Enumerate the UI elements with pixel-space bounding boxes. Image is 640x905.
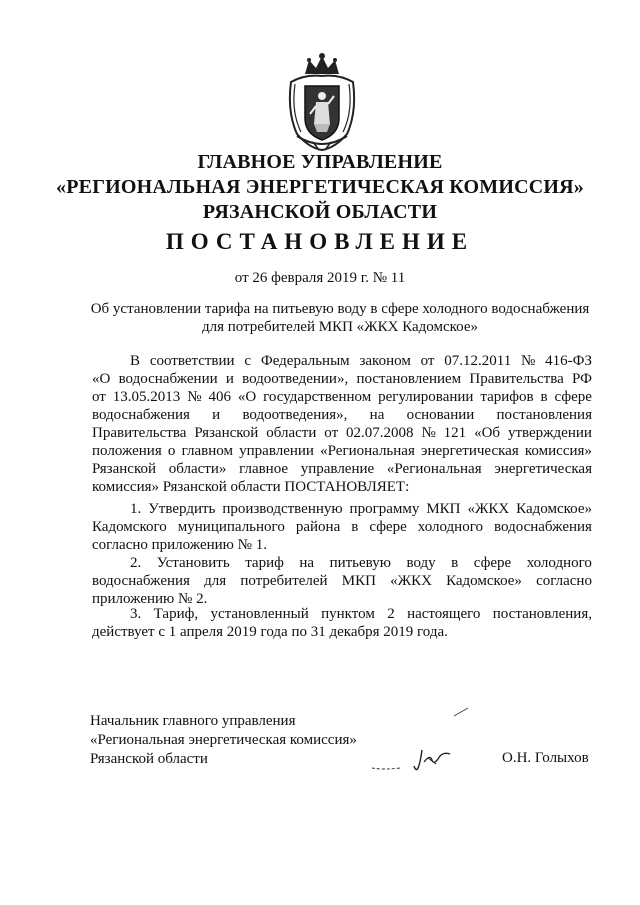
org-line-1: ГЛАВНОЕ УПРАВЛЕНИЕ	[197, 151, 443, 173]
pen-mark-icon	[452, 706, 470, 718]
document-type-title: ПОСТАНОВЛЕНИЕ	[165, 229, 475, 254]
resolution-subject	[80, 300, 600, 336]
subject-line-1: Об установлении тарифа на питьевую воду в сфере холодного водоснабжения	[90, 301, 590, 317]
item-1-paragraph	[92, 500, 592, 554]
signer-position-line-3: Рязанской области	[90, 751, 208, 767]
organization-name	[0, 150, 640, 225]
signer-name: О.Н. Голыхов	[502, 750, 589, 766]
paragraph-line: действует с 1 апреля 2019 года по 31 декабря 2019 года.	[92, 624, 448, 640]
paragraph-line: комиссия» Рязанской области ПОСТАНОВЛЯЕТ:	[92, 479, 410, 495]
subject-line-2: для потребителей МКП «ЖКХ Кадомское»	[201, 319, 479, 335]
paragraph-line: В соответствии с Федеральным законом от 07.12.2011 № 416-ФЗ	[130, 353, 592, 369]
signer-position-line-2: «Региональная энергетическая комиссия»	[90, 732, 357, 748]
signer-position	[90, 712, 357, 769]
paragraph-line: положения о главном управлении «Региональная энергетическая комиссия»	[92, 443, 592, 459]
handwritten-signature-icon	[370, 742, 460, 776]
item-2-paragraph	[92, 554, 592, 608]
paragraph-line: 2. Установить тариф на питьевую воду в сфере холодного	[130, 555, 592, 571]
paragraph-line: Рязанской области» главное управление «Региональная энергетическая	[92, 461, 592, 477]
signer-position-line-1: Начальник главного управления	[90, 713, 296, 729]
paragraph-line: «О водоснабжении и водоотведении», постановлением Правительства РФ	[92, 371, 592, 387]
paragraph-line: водоснабжения и водоотведения», на основании постановления	[92, 407, 592, 423]
paragraph-line: Кадомского муниципального района в сфере холодного водоснабжения	[92, 519, 592, 535]
paragraph-line: Правительства Рязанской области от 02.07.2008 № 121 «Об утверждении	[92, 425, 592, 441]
paragraph-line: 1. Утвердить производственную программу МКП «ЖКХ Кадомское»	[130, 501, 592, 517]
org-line-3: РЯЗАНСКОЙ ОБЛАСТИ	[202, 201, 438, 223]
paragraph-line: от 13.05.2013 № 406 «О государственном регулировании тарифов в сфере	[92, 389, 592, 405]
paragraph-line: 3. Тариф, установленный пунктом 2 настоящего постановления,	[130, 606, 592, 622]
paragraph-line: согласно приложению № 1.	[92, 537, 267, 553]
item-3-paragraph	[92, 605, 592, 641]
date-and-number: от 26 февраля 2019 г. № 11	[234, 270, 406, 286]
org-line-2: «РЕГИОНАЛЬНАЯ ЭНЕРГЕТИЧЕСКАЯ КОМИССИЯ»	[56, 176, 584, 198]
coat-of-arms-icon	[283, 52, 361, 152]
paragraph-line: водоснабжения для потребителей МКП «ЖКХ Кадомское» согласно	[92, 573, 592, 589]
paragraph-line: приложению № 2.	[92, 591, 208, 607]
preamble-paragraph	[92, 352, 592, 496]
